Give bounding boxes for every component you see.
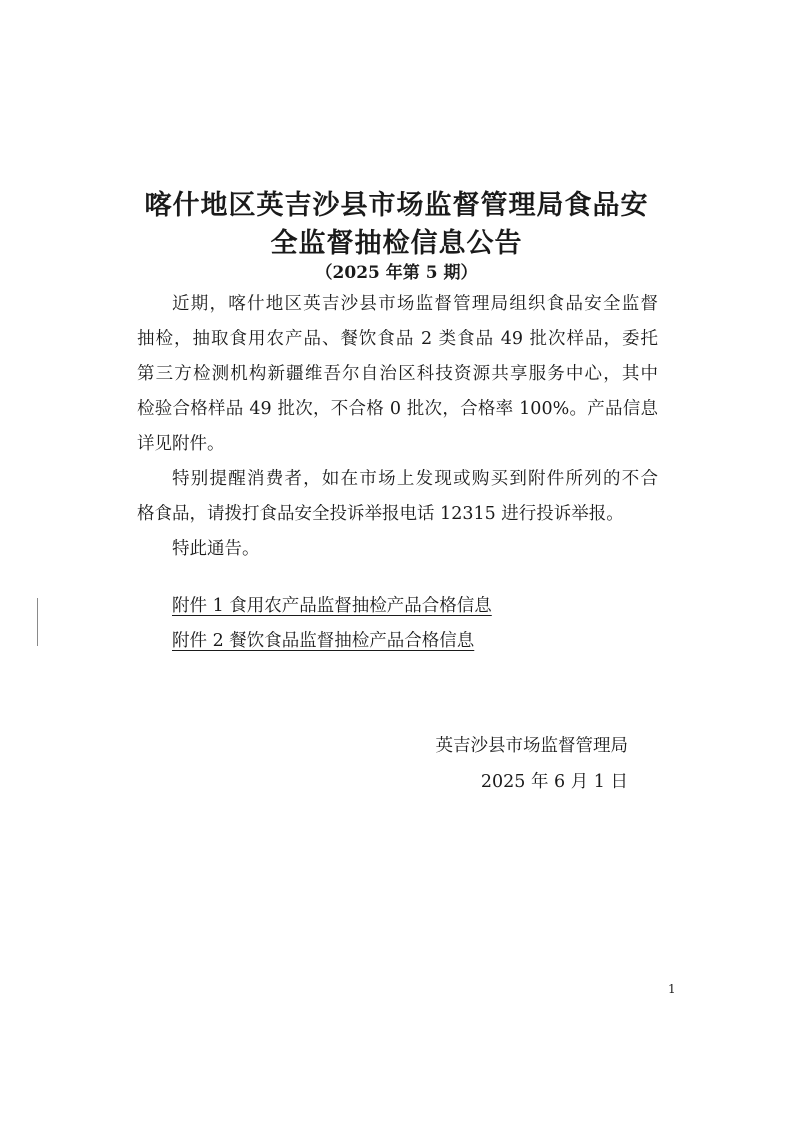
- attachment-1-link[interactable]: 附件 1 食用农产品监督抽检产品合格信息: [172, 596, 492, 616]
- body-line-3: 第三方检测机构新疆维吾尔自治区科技资源共享服务中心，其中: [137, 364, 658, 384]
- signature-agency: 英吉沙县市场监督管理局: [435, 736, 628, 756]
- closing-line: 特此通告。: [172, 539, 260, 559]
- body-line-2: 抽检，抽取食用农产品、餐饮食品 2 类食品 49 批次样品，委托: [137, 329, 658, 349]
- page-number: 1: [668, 982, 676, 996]
- reminder-line-1: 特别提醒消费者，如在市场上发现或购买到附件所列的不合: [172, 469, 658, 489]
- notice-title-line-1: 喀什地区英吉沙县市场监督管理局食品安: [144, 190, 649, 221]
- signature-date: 2025 年 6 月 1 日: [480, 772, 628, 792]
- notice-title-line-2: 全监督抽检信息公告: [270, 228, 523, 259]
- issue-number: （2025 年第 5 期）: [315, 263, 478, 283]
- body-line-4: 检验合格样品 49 批次，不合格 0 批次，合格率 100%。产品信息: [137, 399, 658, 419]
- body-line-5: 详见附件。: [137, 434, 225, 454]
- attachment-2-link[interactable]: 附件 2 餐饮食品监督抽检产品合格信息: [172, 631, 475, 651]
- scan-margin-mark: [37, 598, 38, 646]
- reminder-line-2: 格食品，请拨打食品安全投诉举报电话 12315 进行投诉举报。: [137, 504, 624, 524]
- body-line-1: 近期，喀什地区英吉沙县市场监督管理局组织食品安全监督: [172, 294, 658, 314]
